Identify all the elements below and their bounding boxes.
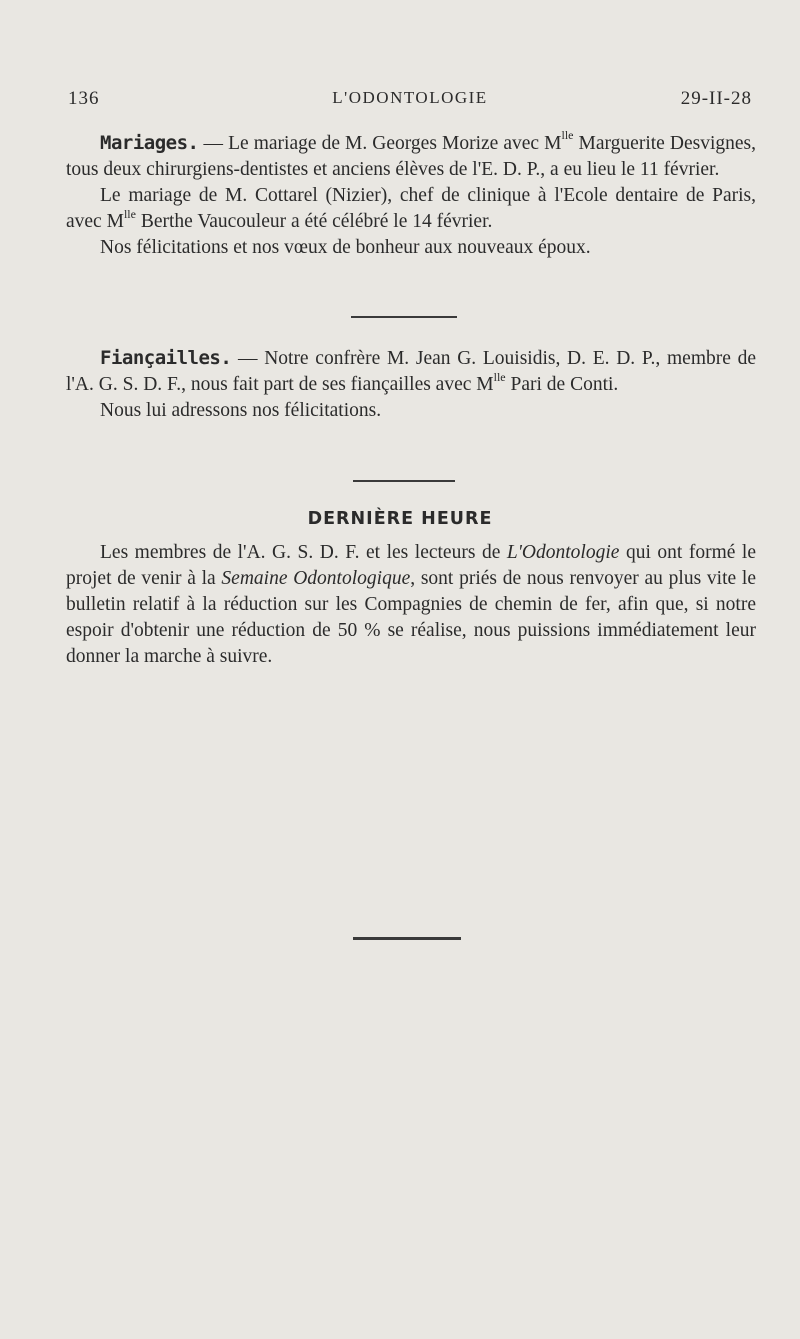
journal-title: L'ODONTOLOGIE — [332, 88, 488, 107]
derniere-heure-heading: DERNIÈRE HEURE — [307, 509, 493, 529]
dh-italic-1: L'Odontologie — [506, 542, 620, 563]
fiancailles-lead: Fiançailles. — [100, 347, 232, 369]
mariages-paragraph-2 — [66, 183, 756, 235]
derniere-heure-paragraph — [66, 540, 756, 670]
issue-date: 29-II-28 — [680, 88, 752, 109]
page-number: 136 — [68, 88, 100, 109]
mariages-text-2a: Le mariage de M. Cottarel (Nizier), chef de clinique à l'Ecole dentaire de Paris, avec M — [66, 185, 756, 232]
mariages-text-1b: Marguerite Desvignes, tous deux chirurgiens-dentistes et anciens élèves de l'E. D. P., a eu lieu le 11 février. — [66, 133, 756, 180]
fiancailles-text-1b: Pari de Conti. — [505, 374, 619, 395]
mariages-paragraph-1 — [66, 130, 756, 183]
fiancailles-section — [66, 345, 756, 424]
dh-text-3: , sont priés de nous renvoyer au plus vite le bulletin relatif à la réduction sur les Compagnies de chemin de fer, afin que, si notre espoir d'obtenir une réduction de 50 % se réalise, nous puissions immédiatement leur donner la marche à suivre. — [66, 568, 756, 667]
section-divider — [353, 480, 455, 482]
fiancailles-sup-1: lle — [493, 370, 506, 384]
end-rule — [353, 937, 461, 940]
fiancailles-text-1a: — Notre confrère M. Jean G. Louisidis, D. E. D. P., membre de l'A. G. S. D. F., nous fait part de ses fiançailles avec M — [66, 348, 756, 395]
mariages-sup-1: lle — [561, 128, 574, 142]
derniere-heure-section — [66, 540, 756, 670]
fiancailles-paragraph-1 — [66, 345, 756, 398]
mariages-lead: Mariages. — [100, 132, 199, 154]
running-header — [68, 88, 752, 118]
fiancailles-paragraph-2: Nous lui adressons nos félicitations. — [100, 400, 382, 421]
mariages-text-2b: Berthe Vaucouleur a été célébré le 14 février. — [135, 211, 493, 232]
dh-italic-2: Semaine Odontologique — [221, 568, 411, 589]
section-divider — [351, 316, 457, 318]
dh-text-2: qui ont formé le projet de venir à la — [66, 542, 757, 589]
mariages-paragraph-3: Nos félicitations et nos vœux de bonheur aux nouveaux époux. — [100, 237, 591, 258]
mariages-section — [66, 130, 756, 261]
mariages-text-1a: — Le mariage de M. Georges Morize avec M — [198, 133, 562, 154]
mariages-sup-2: lle — [123, 207, 136, 221]
dh-text-1: Les membres de l'A. G. S. D. F. et les lecteurs de — [100, 542, 507, 563]
